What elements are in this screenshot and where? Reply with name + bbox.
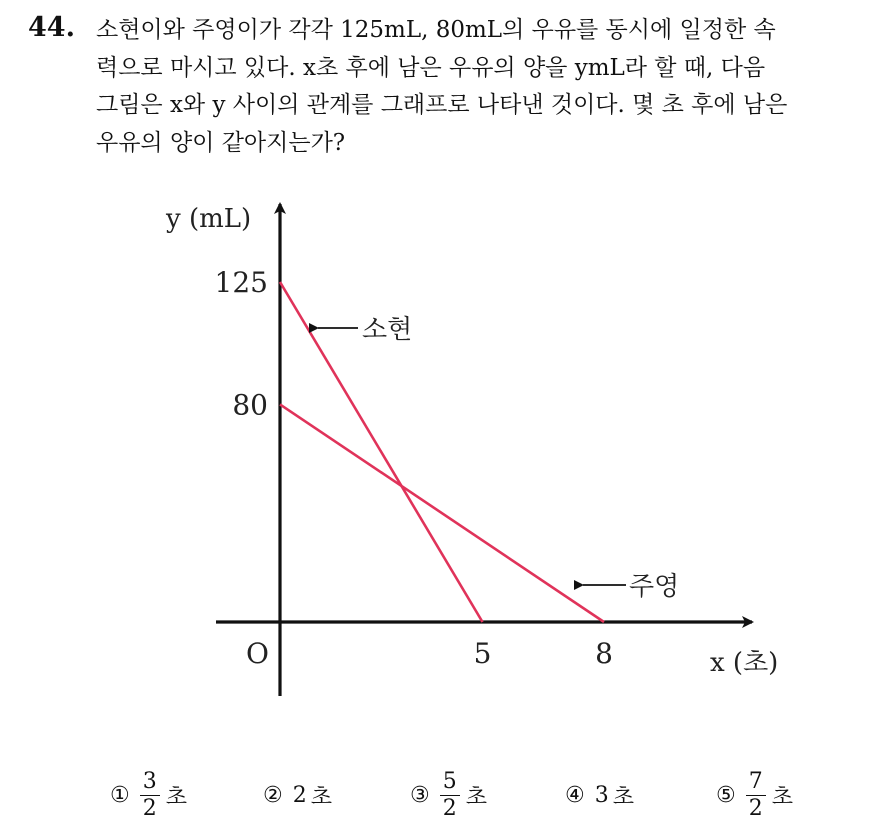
choice-number: ③ [410,782,430,808]
x-axis-title: x (초) [710,648,779,678]
answer-choices [0,760,884,830]
choice-unit: 초 [165,784,187,810]
question-line-3: 그림은 x와 y 사이의 관계를 그래프로 나타낸 것이다. 몇 초 후에 남은 [96,92,788,118]
choice-fraction [746,769,766,822]
question-line-4: 우유의 양이 같아지는가? [96,129,346,156]
choice-unit: 초 [771,784,793,810]
choice-value: 3 [594,782,609,808]
choice-1[interactable] [110,760,187,830]
y-axis-title: y (mL) [166,204,252,234]
y-tick-label-125: 125 [214,266,268,299]
series-line-juyeong [280,404,604,622]
choice-unit: 초 [310,784,332,810]
y-tick-label-80: 80 [232,388,268,422]
juyeong-label: 주영 [629,572,680,602]
question-line-2: 력으로 마시고 있다. x초 후에 남은 우유의 양을 ymL라 할 때, 다음 [96,54,766,81]
choice-5[interactable] [716,760,793,830]
fraction-denominator: 2 [142,795,157,821]
choice-number: ① [110,782,130,808]
choice-value: 2 [292,782,307,808]
choice-number: ② [263,782,283,808]
choice-4[interactable] [565,760,634,830]
fraction-denominator: 2 [748,795,763,821]
choice-number: ⑤ [716,782,736,808]
x-tick-label-8: 8 [595,637,613,670]
choice-3[interactable] [410,760,487,830]
fraction-denominator: 2 [442,795,457,821]
x-tick-label-5: 5 [473,637,492,670]
choice-unit: 초 [465,784,487,810]
sohyun-label: 소현 [362,315,413,345]
question-number: 44. [28,12,75,43]
choice-fraction [140,769,160,822]
origin-label: O [246,637,269,670]
fraction-numerator: 3 [140,769,160,796]
question-line-1: 소현이와 주영이가 각각 125mL, 80mL의 우유를 동시에 일정한 속 [96,17,776,43]
choice-unit: 초 [612,784,634,810]
choice-number: ④ [565,782,585,808]
fraction-numerator: 7 [746,769,766,796]
fraction-numerator: 5 [440,769,460,796]
choice-2[interactable] [263,760,332,830]
choice-fraction [440,769,460,822]
